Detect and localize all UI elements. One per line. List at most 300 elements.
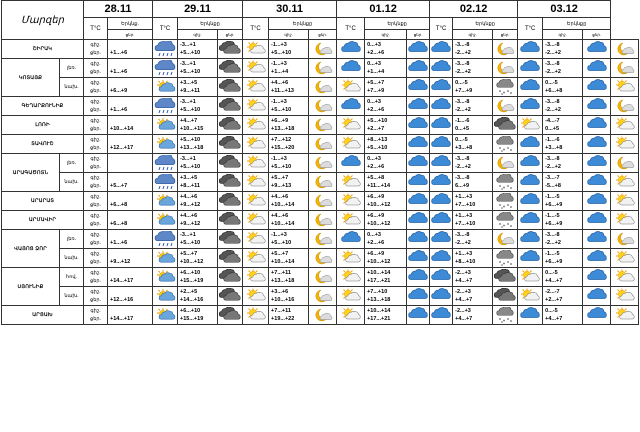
moon-cloud-icon [611, 231, 638, 247]
temperature-day2 [269, 268, 309, 287]
temp-day: -2...+2 [545, 107, 561, 113]
temperature-day4 [453, 173, 493, 192]
temperature-day1 [178, 249, 218, 268]
sky-cell [611, 287, 639, 306]
moon-cloud-icon [309, 41, 336, 57]
sky-cell [218, 173, 243, 192]
period-labels [84, 306, 108, 325]
temp-night: -2...+3 [455, 289, 471, 295]
temp-night: +6...+9 [271, 118, 289, 124]
temp-day: +5...+10 [180, 107, 201, 113]
dark-clouds-icon [218, 79, 242, 95]
temp-night: +1...+3 [455, 213, 473, 219]
cloud-icon [407, 288, 429, 304]
sky-cell [243, 173, 269, 192]
sun-cloud-icon [518, 288, 542, 304]
sky-cell [518, 211, 543, 230]
temperature-day4 [453, 230, 493, 249]
table-row [2, 116, 639, 135]
temp-night: -1...+3 [271, 232, 287, 238]
temperature-day2 [269, 230, 309, 249]
region-name: ԳԵՂԱՐՔՈՒՆԻՔ [2, 97, 84, 116]
cloud-icon [518, 193, 542, 209]
period-labels [84, 268, 108, 287]
night-label: գիշ. [90, 251, 101, 257]
temp-night: -3...+1 [180, 156, 196, 162]
temp-night: -1...+3 [271, 99, 287, 105]
sky-cell [583, 78, 611, 97]
sun-cloud-icon [611, 79, 638, 95]
temperature-day4 [453, 192, 493, 211]
table-row [2, 173, 639, 192]
temperature-day0 [108, 116, 153, 135]
sun-cloud-icon [153, 307, 177, 323]
sky-cell [309, 230, 337, 249]
subregion-name: հով. [60, 268, 84, 287]
sun-cloud-icon [611, 250, 638, 266]
sky-cell [407, 78, 430, 97]
period-labels [84, 192, 108, 211]
temp-night: +8...+13 [367, 137, 388, 143]
sun-cloud-icon [243, 155, 268, 171]
moon-cloud-icon [493, 231, 517, 247]
sky-cell [583, 173, 611, 192]
temperature-day1 [178, 97, 218, 116]
sky-cell [407, 287, 430, 306]
cloud-icon [583, 79, 610, 95]
region-name: ԿՈՏԱՅՔ [2, 59, 60, 97]
temp-day: -5...+8 [545, 183, 561, 189]
moon-cloud-icon [611, 98, 638, 114]
temperature-day5 [543, 154, 583, 173]
cloud-icon [430, 174, 452, 190]
temp-day: +10...+12 [367, 202, 391, 208]
table-row [2, 211, 639, 230]
cloud-icon [337, 155, 364, 171]
temp-blank [110, 117, 152, 125]
cloud-icon [583, 117, 610, 133]
sky-cell [218, 306, 243, 325]
temp-night: +2...+5 [180, 289, 198, 295]
sky-cell [583, 287, 611, 306]
period-labels [84, 97, 108, 116]
header-sky: Երկնքը [269, 18, 337, 30]
night-label: գիշ. [90, 80, 101, 86]
temp-day: +5...+10 [180, 164, 201, 170]
temp-day: +1...+4 [367, 69, 385, 75]
sky-cell [243, 97, 269, 116]
temperature-day5 [543, 230, 583, 249]
header-day: ցեր. [309, 30, 337, 40]
temp-day: +9...+12 [180, 202, 201, 208]
temp-night: +4...+6 [271, 80, 289, 86]
cloud-icon [518, 41, 542, 57]
temp-day: +2...+7 [545, 297, 563, 303]
moon-cloud-icon [309, 155, 336, 171]
sky-cell [583, 211, 611, 230]
temp-day: +13...+18 [271, 278, 295, 284]
sun-cloud-icon [243, 60, 268, 76]
temp-day: +12...+17 [110, 145, 134, 151]
temp-day: +5...+10 [180, 240, 201, 246]
temperature-day3 [365, 287, 407, 306]
cloud-rain-icon [153, 60, 177, 76]
sky-cell [430, 192, 453, 211]
temp-night: 0...-5 [455, 80, 468, 86]
temperature-day5 [543, 173, 583, 192]
day-label: ցեր. [90, 259, 101, 265]
cloud-icon [518, 174, 542, 190]
sky-cell [243, 249, 269, 268]
day-label: ցեր. [90, 126, 101, 132]
sky-cell [430, 154, 453, 173]
temperature-day0 [108, 306, 153, 325]
cloud-icon [430, 98, 452, 114]
temp-day: +9...+12 [110, 259, 131, 265]
sun-cloud-icon [153, 117, 177, 133]
header-date-2: 30.11 [243, 1, 337, 18]
temp-day: +5...+10 [180, 69, 201, 75]
temp-night: +4...+6 [271, 213, 289, 219]
temp-day: +10...+12 [367, 259, 391, 265]
temperature-day3 [365, 97, 407, 116]
sky-cell [153, 268, 178, 287]
temp-day: +9...+13 [271, 183, 292, 189]
period-labels [84, 135, 108, 154]
sky-cell [153, 40, 178, 59]
sky-cell [218, 40, 243, 59]
temp-night: -2...+3 [455, 270, 471, 276]
header-region: Մարզեր [2, 1, 84, 40]
sky-cell [430, 135, 453, 154]
sun-cloud-icon [337, 307, 364, 323]
sky-cell [337, 40, 365, 59]
sky-cell [309, 116, 337, 135]
region-name: ԱՐԱԳԱԾՈՏՆ [2, 154, 60, 192]
temp-night: +1...+3 [455, 194, 473, 200]
temp-blank [110, 269, 152, 277]
night-label: գիշ. [90, 213, 101, 219]
header-temp: T°C [153, 18, 178, 40]
region-name: ԱՐԱՐԱՏ [2, 192, 84, 211]
subregion-name: լեռ. [60, 59, 84, 78]
temp-day: +14...+17 [110, 316, 134, 322]
cloud-icon [518, 155, 542, 171]
temperature-day1 [178, 287, 218, 306]
header-night: գիշ. [453, 30, 493, 40]
sky-cell [583, 192, 611, 211]
temperature-day1 [178, 154, 218, 173]
moon-cloud-icon [309, 231, 336, 247]
sun-cloud-icon [153, 250, 177, 266]
temperature-day1 [178, 230, 218, 249]
temp-night: +10...+14 [367, 308, 391, 314]
header-sky: Երկնք. [108, 18, 153, 30]
temp-night: +6...+9 [367, 194, 385, 200]
moon-cloud-icon [309, 269, 336, 285]
dark-clouds-icon [218, 136, 242, 152]
cloud-icon [583, 174, 610, 190]
cloud-icon [583, 212, 610, 228]
temp-day: +14...+17 [110, 278, 134, 284]
sky-cell [153, 192, 178, 211]
dark-clouds-icon [218, 212, 242, 228]
dark-clouds-icon [218, 117, 242, 133]
temp-night: -3...+1 [180, 61, 196, 67]
temp-day: +13...+18 [271, 126, 295, 132]
header-day: ցեր. [108, 30, 153, 40]
sky-cell [243, 59, 269, 78]
sky-cell [153, 306, 178, 325]
sky-cell [430, 78, 453, 97]
sun-cloud-icon [611, 136, 638, 152]
cloud-icon [518, 231, 542, 247]
sky-cell [337, 192, 365, 211]
dark-clouds-icon [218, 41, 242, 57]
sky-cell [337, 59, 365, 78]
region-name: ՍՅՈՒՆԻՔ [2, 268, 60, 306]
cloud-icon [407, 136, 429, 152]
night-label: գիշ. [90, 232, 101, 238]
temp-night: +5...+10 [180, 137, 201, 143]
sky-cell [218, 192, 243, 211]
sky-cell [218, 78, 243, 97]
region-name: ԼՈՌԻ [2, 116, 84, 135]
sun-cloud-icon [243, 79, 268, 95]
temperature-day0 [108, 78, 153, 97]
sky-cell [518, 135, 543, 154]
cloud-icon [337, 41, 364, 57]
cloud-icon [407, 193, 429, 209]
dark-clouds-icon [493, 117, 517, 133]
temp-night: 0...+3 [367, 156, 381, 162]
dark-clouds-icon [218, 98, 242, 114]
sun-cloud-icon [243, 136, 268, 152]
temperature-day2 [269, 97, 309, 116]
temp-night: -3...-8 [545, 232, 560, 238]
temp-night: -1...+3 [271, 156, 287, 162]
sky-cell [430, 40, 453, 59]
temperature-day3 [365, 192, 407, 211]
temperature-day0 [108, 173, 153, 192]
sky-cell [430, 306, 453, 325]
sky-cell [337, 249, 365, 268]
sky-cell [518, 306, 543, 325]
header-day: ցեր. [407, 30, 430, 40]
sky-cell [309, 211, 337, 230]
temp-night: +6...+10 [180, 270, 201, 276]
sky-cell [407, 40, 430, 59]
period-labels [84, 40, 108, 59]
cloud-icon [583, 250, 610, 266]
temperature-day4 [453, 116, 493, 135]
sun-cloud-icon [243, 231, 268, 247]
sky-cell [337, 78, 365, 97]
temperature-day0 [108, 211, 153, 230]
header-night: գիշ. [543, 30, 583, 40]
temperature-day3 [365, 154, 407, 173]
sky-cell [583, 230, 611, 249]
sky-cell [518, 97, 543, 116]
dark-clouds-icon [218, 231, 242, 247]
temperature-day3 [365, 135, 407, 154]
temp-day: +10...+14 [110, 126, 134, 132]
sky-cell [243, 78, 269, 97]
sky-cell [153, 211, 178, 230]
temp-night: +10...+14 [367, 270, 391, 276]
temperature-day2 [269, 116, 309, 135]
dark-clouds-icon [218, 174, 242, 190]
cloud-rain-icon [153, 98, 177, 114]
sun-cloud-icon [611, 307, 638, 323]
sky-cell [407, 249, 430, 268]
header-day: ցեր. [493, 30, 518, 40]
dark-clouds-icon [218, 155, 242, 171]
temp-blank [110, 98, 152, 106]
cloud-icon [430, 288, 452, 304]
temp-night: +7...+11 [271, 308, 291, 314]
temp-night: -1...-5 [545, 213, 560, 219]
header-date-0: 28.11 [84, 1, 153, 18]
sky-cell [430, 173, 453, 192]
temperature-day5 [543, 192, 583, 211]
sun-cloud-icon [243, 41, 268, 57]
temp-night: -1...-6 [455, 118, 470, 124]
temp-night: 0...+3 [367, 42, 381, 48]
temperature-day5 [543, 249, 583, 268]
cloud-icon [583, 155, 610, 171]
temp-day: +3...+8 [545, 145, 563, 151]
cloud-icon [430, 79, 452, 95]
temperature-day1 [178, 306, 218, 325]
cloud-icon [407, 174, 429, 190]
temperature-day1 [178, 173, 218, 192]
cloud-icon [407, 307, 429, 323]
sky-cell [611, 59, 639, 78]
temp-day: +1...+4 [271, 69, 289, 75]
temp-day: +8...+10 [455, 259, 476, 265]
temperature-day3 [365, 173, 407, 192]
temp-day: -2...+2 [545, 50, 561, 56]
temperature-day4 [453, 249, 493, 268]
cloud-icon [518, 307, 542, 323]
day-label: ցեր. [90, 107, 101, 113]
cloud-icon [407, 269, 429, 285]
sky-cell [309, 249, 337, 268]
cloud-icon [583, 60, 610, 76]
temperature-day3 [365, 116, 407, 135]
temp-night: +4...+6 [180, 213, 198, 219]
sky-cell [583, 116, 611, 135]
sky-cell [493, 306, 518, 325]
header-temp: T°C [518, 18, 543, 40]
dark-clouds-icon [218, 193, 242, 209]
temp-blank [110, 212, 152, 220]
temp-night: -1...+3 [271, 61, 287, 67]
moon-cloud-icon [493, 155, 517, 171]
temperature-day5 [543, 59, 583, 78]
temp-night: -3...-8 [455, 232, 470, 238]
sky-cell [493, 135, 518, 154]
temp-day: 0...+5 [545, 126, 560, 132]
sky-cell [493, 97, 518, 116]
subregion-name: նախ. [60, 78, 84, 97]
sky-cell [583, 135, 611, 154]
sky-cell [309, 173, 337, 192]
temperature-day5 [543, 78, 583, 97]
temperature-day0 [108, 40, 153, 59]
sky-cell [518, 154, 543, 173]
table-row [2, 306, 639, 325]
subregion-name: լեռ. [60, 230, 84, 249]
night-label: գիշ. [90, 61, 101, 67]
temperature-day1 [178, 268, 218, 287]
temperature-day0 [108, 97, 153, 116]
sky-cell [430, 97, 453, 116]
header-temp: T°C [243, 18, 269, 40]
sun-cloud-icon [243, 174, 268, 190]
night-label: գիշ. [90, 137, 101, 143]
sky-cell [430, 59, 453, 78]
temp-day: +1...+6 [110, 240, 128, 246]
temperature-day5 [543, 116, 583, 135]
period-labels [84, 78, 108, 97]
night-label: գիշ. [90, 175, 101, 181]
temperature-day3 [365, 230, 407, 249]
sky-cell [337, 211, 365, 230]
moon-cloud-icon [309, 288, 336, 304]
temperature-day0 [108, 135, 153, 154]
temp-night: -3...+1 [180, 99, 196, 105]
temperature-day4 [453, 40, 493, 59]
temp-day: +2...+6 [367, 107, 385, 113]
temp-day: +10...+14 [271, 221, 295, 227]
temp-day: -2...+2 [545, 69, 561, 75]
region-name: ԱՐՄԱՎԻՐ [2, 211, 84, 230]
sun-cloud-icon [337, 250, 364, 266]
temperature-day1 [178, 116, 218, 135]
dark-clouds-icon [218, 269, 242, 285]
cloud-rain-icon [153, 41, 177, 57]
dark-clouds-icon [493, 269, 517, 285]
temperature-day2 [269, 192, 309, 211]
sun-cloud-icon [243, 193, 268, 209]
temp-day: +6...+9 [545, 202, 563, 208]
temp-night: +4...+6 [180, 194, 198, 200]
sky-cell [309, 192, 337, 211]
cloud-icon [583, 98, 610, 114]
temp-day: +5...+10 [271, 107, 292, 113]
temp-day: +5...+10 [367, 145, 388, 151]
sky-cell [153, 135, 178, 154]
day-label: ցեր. [90, 164, 101, 170]
sky-cell [611, 40, 639, 59]
header-night: գիշ. [365, 30, 407, 40]
sky-cell [218, 249, 243, 268]
sun-cloud-icon [337, 193, 364, 209]
temp-blank [110, 60, 152, 68]
sky-cell [583, 154, 611, 173]
sky-cell [153, 249, 178, 268]
sky-cell [218, 211, 243, 230]
temp-day: +11...+13 [271, 88, 294, 94]
sky-cell [493, 154, 518, 173]
sun-cloud-icon [337, 79, 364, 95]
temp-day: +7...+10 [455, 221, 476, 227]
temp-day: +15...+19 [180, 278, 204, 284]
table-row [2, 135, 639, 154]
cloud-icon [407, 60, 429, 76]
